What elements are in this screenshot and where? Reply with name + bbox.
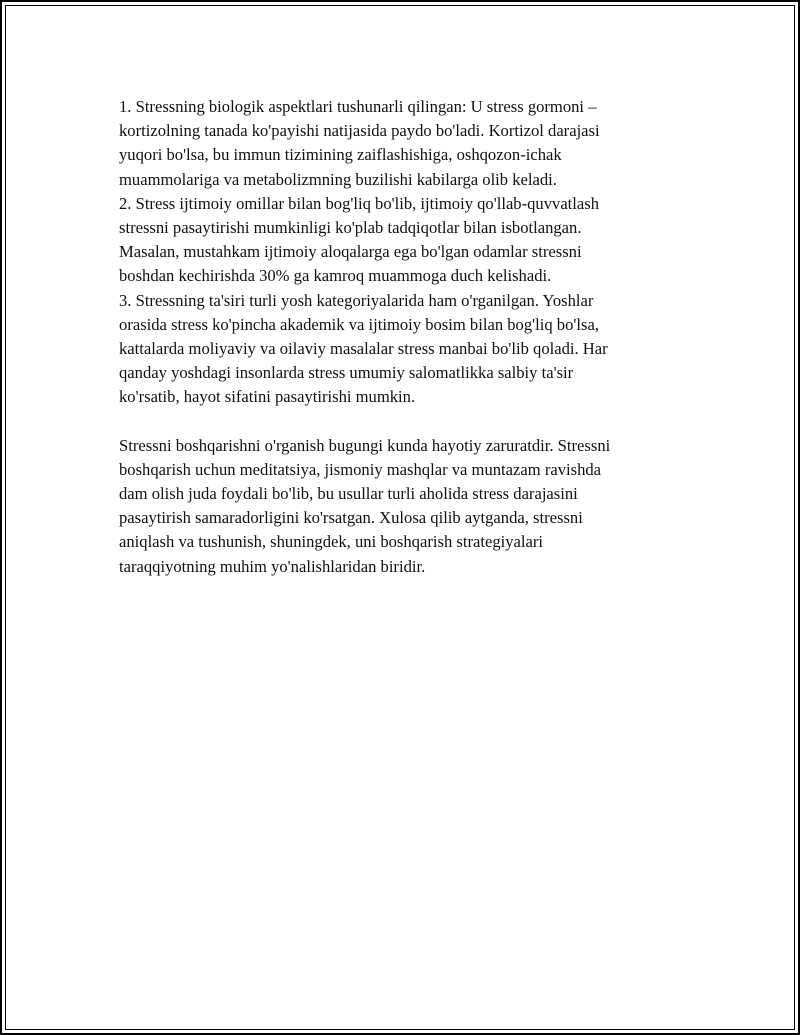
text-line: stressni pasaytirishi mumkinligi ko'plab tadqiqotlar bilan isbotlangan.	[119, 217, 582, 237]
text-line: boshdan kechirishda 30% ga kamroq muammoga duch kelishadi.	[119, 266, 552, 286]
text-line: aniqlash va tushunish, shuningdek, uni boshqarish strategiyalari	[119, 532, 543, 552]
text-line: kattalarda moliyaviy va oilaviy masalalar stress manbai bo'lib qoladi. Har	[119, 338, 608, 358]
text-line: boshqarish uchun meditatsiya, jismoniy mashqlar va muntazam ravishda	[119, 459, 602, 479]
text-line: taraqqiyotning muhim yo'nalishlaridan biridir.	[119, 556, 426, 576]
text-line: yuqori bo'lsa, bu immun tizimining zaiflashishiga, oshqozon-ichak	[119, 145, 562, 165]
paragraph-spacer	[119, 409, 689, 433]
text-line: orasida stress ko'pincha akademik va ijtimoiy bosim bilan bog'liq bo'lsa,	[119, 314, 599, 334]
document-body	[119, 95, 689, 579]
text-line: 1. Stressning biologik aspektlari tushunarli qilingan: U stress gormoni –	[119, 97, 597, 116]
text-line: ko'rsatib, hayot sifatini pasaytirishi mumkin.	[119, 387, 416, 407]
text-line: 3. Stressning ta'siri turli yosh kategoriyalarida ham o'rganilgan. Yoshlar	[119, 290, 594, 310]
numbered-findings	[119, 95, 689, 409]
text-line: 2. Stress ijtimoiy omillar bilan bog'liq bo'lib, ijtimoiy qo'llab-quvvatlash	[119, 193, 600, 213]
conclusion-paragraph	[119, 434, 689, 579]
text-line: kortizolning tanada ko'payishi natijasida paydo bo'ladi. Kortizol darajasi	[119, 121, 600, 141]
page-inner-border	[5, 5, 795, 1030]
text-line: dam olish juda foydali bo'lib, bu usullar turli aholida stress darajasini	[119, 484, 578, 503]
text-line: pasaytirish samaradorligini ko'rsatgan. Xulosa qilib aytganda, stressni	[119, 508, 583, 528]
text-line: qanday yoshdagi insonlarda stress umumiy salomatlikka salbiy ta'sir	[119, 363, 574, 383]
text-line: Masalan, mustahkam ijtimoiy aloqalarga ega bo'lgan odamlar stressni	[119, 242, 582, 262]
text-line: muammolariga va metabolizmning buzilishi kabilarga olib keladi.	[119, 169, 557, 189]
text-line: Stressni boshqarishni o'rganish bugungi kunda hayotiy zaruratdir. Stressni	[119, 435, 611, 455]
